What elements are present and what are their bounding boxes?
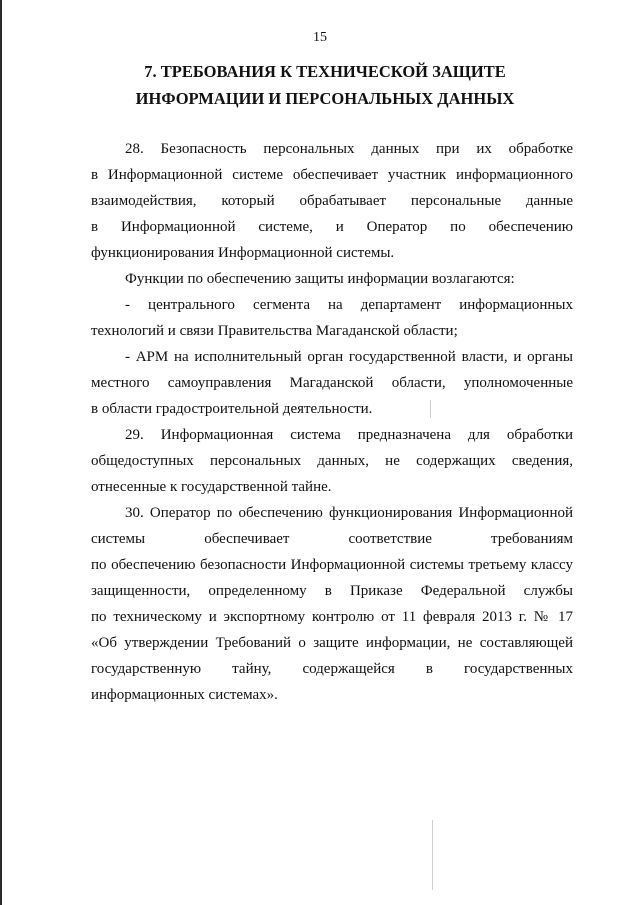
page-number: 15 <box>313 30 327 45</box>
text-line: защищенности, определенному в Приказе Федеральной службы <box>91 583 573 599</box>
scan-artifact <box>432 820 433 890</box>
text-line: информационных системах». <box>91 687 278 703</box>
scan-artifact <box>430 400 431 418</box>
text-line: по техническому и экспортному контролю от 11 февраля 2013 г. № 17 <box>91 609 573 625</box>
text-line: функционирования Информационной системы. <box>91 245 395 261</box>
text-line: местного самоуправления Магаданской области, уполномоченные <box>91 375 573 391</box>
text-line: в Информационной системе, и Оператор по обеспечению <box>91 219 573 235</box>
text-line: 29. Информационная система предназначена для обработки <box>125 427 573 443</box>
text-line: технологий и связи Правительства Магаданской области; <box>91 323 458 339</box>
text-line: общедоступных персональных данных, не содержащих сведения, <box>91 453 573 469</box>
scan-edge-line <box>0 0 2 905</box>
text-line: взаимодействия, который обрабатывает персональные данные <box>91 193 573 209</box>
text-line: 28. Безопасность персональных данных при их обработке <box>125 141 573 157</box>
text-line: отнесенные к государственной тайне. <box>91 479 332 495</box>
section-title-line-2: ИНФОРМАЦИИ И ПЕРСОНАЛЬНЫХ ДАННЫХ <box>135 89 515 108</box>
text-line: в Информационной системе обеспечивает участник информационного <box>91 167 573 183</box>
text-line: в области градостроительной деятельности. <box>91 401 373 417</box>
section-title <box>90 58 560 112</box>
text-line: системы обеспечивает соответствие требованиям <box>91 531 573 547</box>
text-line: 30. Оператор по обеспечению функционирования Информационной <box>125 505 573 521</box>
section-title-line-1: 7. ТРЕБОВАНИЯ К ТЕХНИЧЕСКОЙ ЗАЩИТЕ <box>144 62 506 81</box>
text-line: государственную тайну, содержащейся в государственных <box>91 661 573 677</box>
section-body <box>91 136 573 708</box>
text-line: - АРМ на исполнительный орган государственной власти, и органы <box>125 349 573 365</box>
text-line: по обеспечению безопасности Информационной системы третьему классу <box>91 557 573 573</box>
text-line: «Об утверждении Требований о защите информации, не составляющей <box>91 635 573 651</box>
text-line: Функции по обеспечению защиты информации возлагаются: <box>125 271 515 287</box>
text-line: - центрального сегмента на департамент информационных <box>125 297 573 313</box>
